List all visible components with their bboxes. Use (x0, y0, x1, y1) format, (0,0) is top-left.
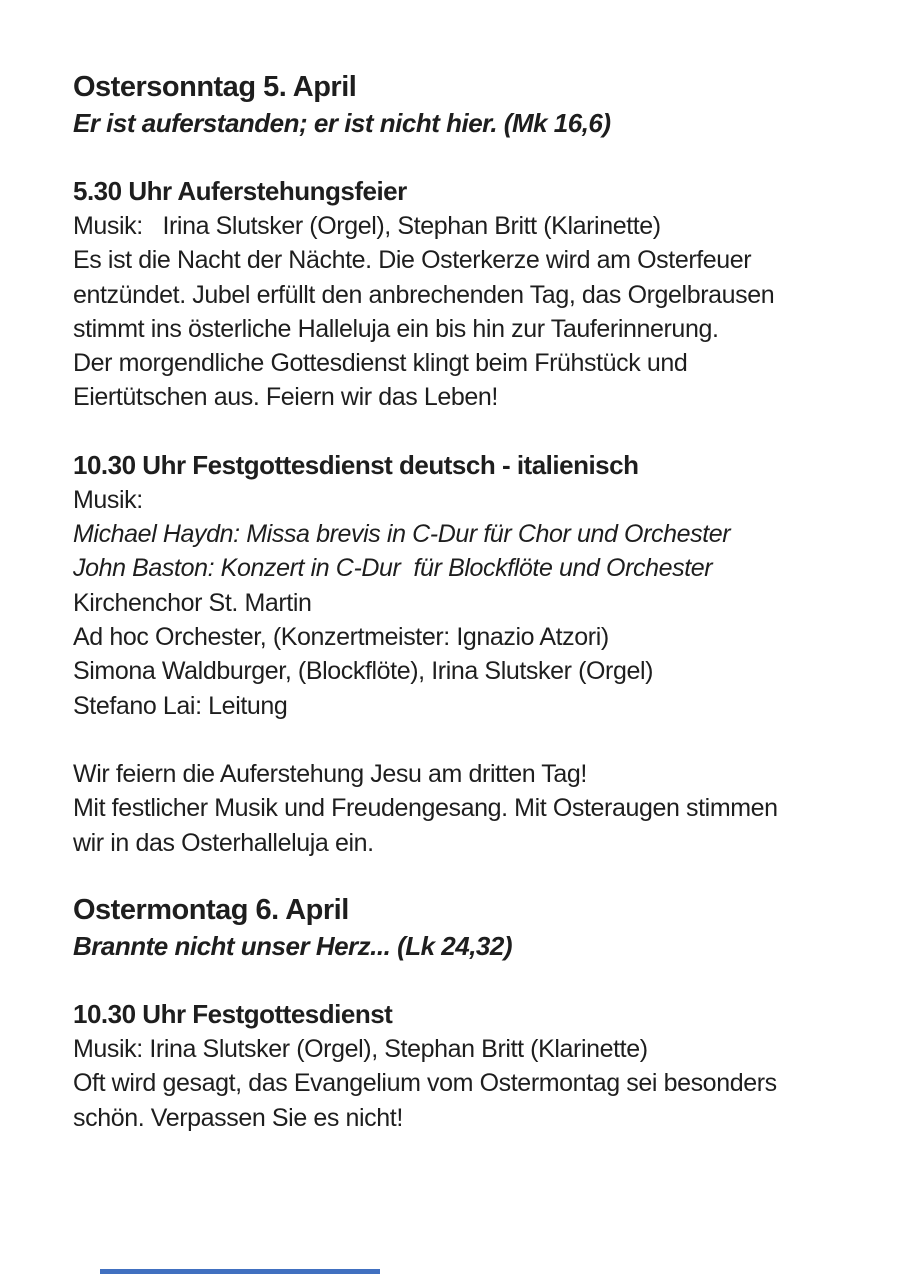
text-line: Musik: Irina Slutsker (Orgel), Stephan Britt (Klarinette) (73, 1035, 648, 1064)
event-title-auferstehungsfeier: 5.30 Uhr Auferstehungsfeier (73, 176, 407, 206)
text-line: Mit festlicher Musik und Freudengesang. Mit Osteraugen stimmen (73, 794, 778, 823)
music-program-line: John Baston: Konzert in C-Dur für Blockflöte und Orchester (73, 554, 713, 583)
text-line: Es ist die Nacht der Nächte. Die Osterkerze wird am Osterfeuer (73, 246, 752, 275)
text-line: Ad hoc Orchester, (Konzertmeister: Ignazio Atzori) (73, 622, 609, 651)
text-line: Eiertütschen aus. Feiern wir das Leben! (73, 383, 498, 412)
text-line: Der morgendliche Gottesdienst klingt beim Frühstück und (73, 349, 688, 378)
text-line: Musik: Irina Slutsker (Orgel), Stephan Britt (Klarinette) (73, 212, 661, 240)
day-heading-ostermontag: Ostermontag 6. April (73, 894, 349, 927)
day-heading-ostersonntag: Ostersonntag 5. April (73, 71, 357, 103)
event-title-festgottesdienst-deutsch-italienisch: 10.30 Uhr Festgottesdienst deutsch - italienisch (73, 449, 639, 480)
text-line: Simona Waldburger, (Blockflöte), Irina Slutsker (Orgel) (73, 657, 654, 686)
section-ostersonntag (73, 69, 820, 860)
blank-line (73, 723, 820, 757)
music-program-line: Michael Haydn: Missa brevis in C-Dur für Chor und Orchester (73, 520, 731, 549)
text-line: Oft wird gesagt, das Evangelium vom Ostermontag sei besonders (73, 1069, 777, 1098)
text-line: stimmt ins österliche Halleluja ein bis hin zur Tauferinnerung. (73, 314, 719, 343)
text-line: Wir feiern die Auferstehung Jesu am dritten Tag! (73, 760, 587, 789)
text-line: entzündet. Jubel erfüllt den anbrechenden Tag, das Orgelbrausen (73, 280, 775, 309)
text-line: Musik: (73, 485, 143, 514)
bottom-divider (100, 1269, 380, 1274)
text-line: schön. Verpassen Sie es nicht! (73, 1103, 403, 1132)
scripture-quote-ostermontag: Brannte nicht unser Herz... (Lk 24,32) (73, 931, 513, 962)
event-title-festgottesdienst-ostermontag: 10.30 Uhr Festgottesdienst (73, 999, 393, 1030)
text-line: Stefano Lai: Leitung (73, 691, 288, 720)
event-auferstehungsfeier (73, 173, 820, 415)
section-ostermontag (73, 892, 820, 1135)
event-festgottesdienst-ostermontag (73, 996, 820, 1135)
event-festgottesdienst-deutsch-italienisch (73, 447, 820, 860)
text-line: wir in das Osterhalleluja ein. (73, 828, 374, 857)
text-line: Kirchenchor St. Martin (73, 588, 312, 617)
scripture-quote-ostersonntag: Er ist auferstanden; er ist nicht hier. (Mk 16,6) (73, 108, 611, 138)
